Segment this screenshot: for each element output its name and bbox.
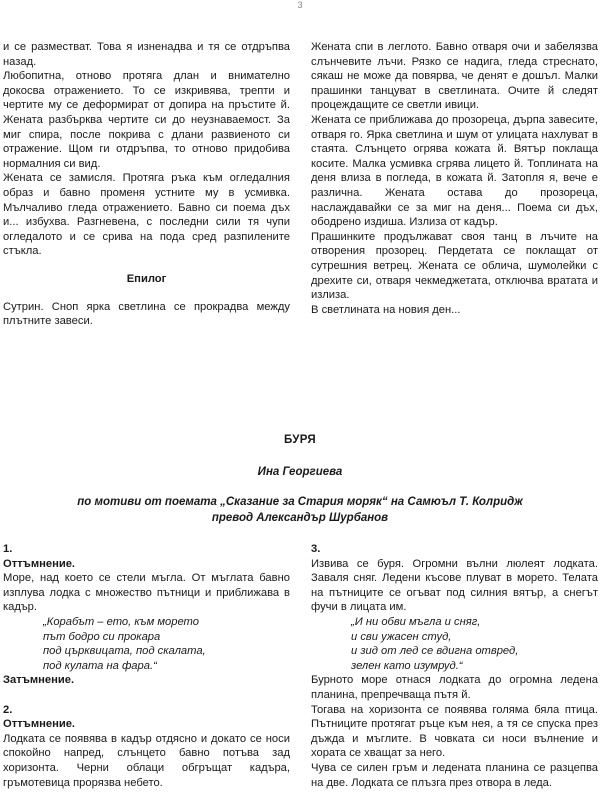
verse-line: под кулата на фара.“ [43,659,157,672]
section-number: 2. [3,703,13,716]
section-heading: Оттъмнение. [3,557,76,570]
section-number: 3. [311,543,321,555]
story-translation: превод Александър Шурбанов [211,512,389,524]
story-author: Ина Георгиева [257,466,343,478]
paragraph: Лодката се появява в кадър отдясно и докато се носи спокойно напред, слънцето бавно потъва зад хоризонта. Черни облаци обгръщат кадъра, гръмотевица прорязва небето. [3,732,290,789]
paragraph: Любопитна, отново протяга длан и внимателно докосва отражението. То се изкривява, трепти и чертите му се деформират от допира на пръстите й. Жената разбърква чертите си до неузнаваемост. За миг спира, после покрива с длани развиеното си отражение. Щом ги отдръпва, то отново придобива нормалния си вид. [3,70,290,170]
paragraph: Извива се буря. Огромни вълни люлеят лодката. Заваля сняг. Ледени късове плуват в морето. Телата на пътниците се огъват под силния вятър, а снегът фучи в лицата им. [311,557,598,614]
prologue-left-column [3,40,290,329]
paragraph: и се разместват. Това я изненадва и тя се отдръпва назад. [3,41,290,68]
paragraph: Бурното море отнася лодката до огромна ледена планина, препречваща пътя й. [311,674,598,701]
epilogue-text: Сутрин. Сноп ярка светлина се прокрадва между плътните завеси. [3,300,290,328]
paragraph: В светлината на новия ден... [311,303,461,316]
section-heading: Оттъмнение. [3,718,76,731]
verse-line: път бодро си прокара [43,630,161,643]
verse-line: и сви ужасен студ, [351,630,452,643]
story-title: БУРЯ [284,434,316,446]
paragraph: Жената се приближава до прозореца, дърпа завесите, отваря го. Ярка светлина и шум от улицата нахлуват в стаята. Слънцето огрява кожата й. Вятър поклаща косите. Малка усмивка сгрява лицето й. Топлината на деня влиза в погледа, в кожата й. Затопля я, вече е различна. Жената остава до прозореца, наслаждавайки се за миг на деня... Поема си дъх, ободрено издиша. Излиза от кадър. [311,113,598,229]
prologue-right-column [311,40,598,317]
verse-line: „И ни обви мъгла и сняг, [351,615,481,628]
paragraph: Жената спи в леглото. Бавно отваря очи и забелязва слънчевите лъчи. Рязко се надига, гледа стреснато, сякаш не може да повярва, че денят е дошъл. Малки прашинки танцуват в светлината. Очите й следят процеждащите се светли ивици. [311,41,598,112]
paragraph: Прашинките продължават своя танц в лъчите на отворения прозорец. Пердетата се поклащат от сутрешния ветрец. Жената се облича, шумолейки с дрехите си, отваря чекмеджетата, отключва вратата и излиза. [311,230,598,302]
section-number: 1. [3,543,13,555]
verse-block [3,615,290,673]
section-ending: Затъмнение. [3,674,75,687]
verse-block [311,615,598,673]
paragraph: Чува се силен гръм и ледената планина се разцепва на две. Лодката се плъзга през отвора в леда. [311,761,598,789]
story-left-column [3,542,290,790]
verse-line: зелен като изумруд.“ [351,659,463,672]
story-based-on: по мотиви от поемата „Сказание за Стария моряк“ на Самюъл Т. Колридж [77,496,523,508]
page-number: 3 [297,0,303,10]
paragraph: Тогава на хоризонта се появява голяма бяла птица. Пътниците протягат ръце към нея, а тя се спуска през дъжда и мъглите. В човката си носи вълнение и хората се хващат за него. [311,703,598,760]
paragraph: Море, над което се стели мъгла. От мъглата бавно изплува лодка с множество пътници и приближава в кадър. [3,572,290,614]
verse-line: и зид от лед се вдигна отвред, [351,645,519,658]
epilogue-heading: Епилог [126,272,167,285]
verse-line: под църквицата, под скалата, [43,645,206,658]
story-right-column [311,542,598,790]
paragraph: Жената се замисля. Протяга ръка към огледалния образ и бавно променя устните му в усмивка. Мълчаливо гледа отражението. Бавно си поема дъх и... избухва. Разгневена, с последни сили тя чупи огледалото и се срива на пода сред разпилените стъкла. [3,172,290,258]
verse-line: „Корабът – ето, към морето [43,615,199,628]
